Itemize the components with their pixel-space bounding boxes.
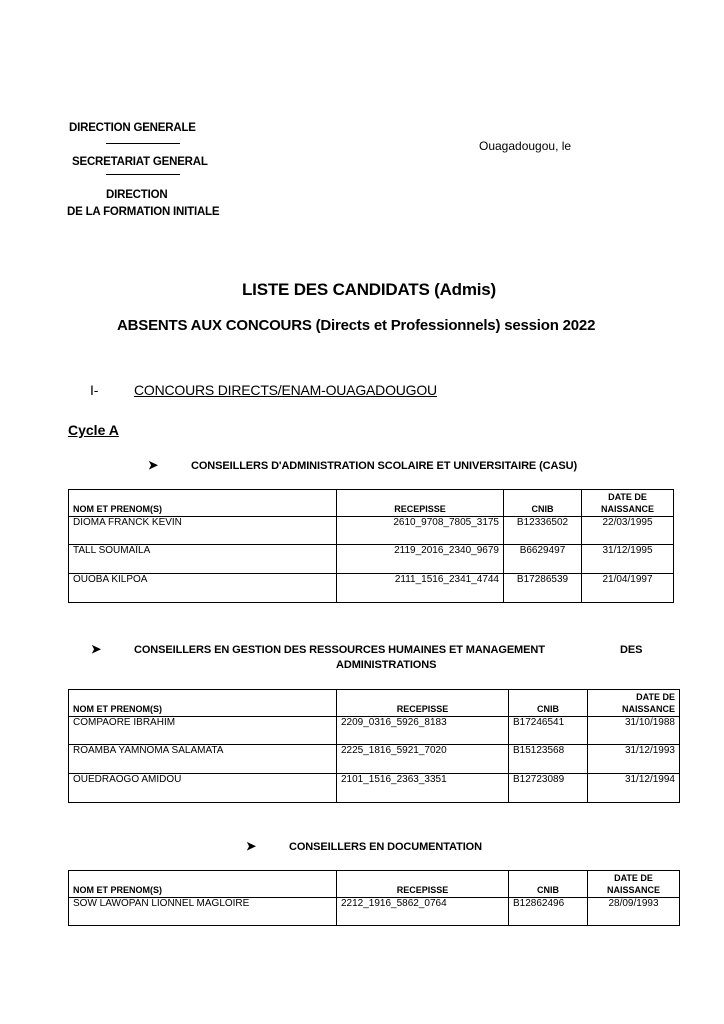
table-row: [69, 517, 674, 545]
table-casu: [68, 489, 674, 603]
cell-cnib: B15123568: [509, 745, 588, 774]
bullet-arrow-icon: ➤: [91, 642, 102, 656]
header-rule-2: [106, 174, 180, 175]
section-title: [134, 382, 437, 398]
table-row: [69, 774, 680, 803]
col-header-dob-line2: NAISSANCE: [621, 704, 675, 714]
cell-dob: 21/04/1997: [582, 574, 674, 603]
page-title: LISTE DES CANDIDATS (Admis): [242, 280, 497, 299]
col-header-cnib: CNIB: [504, 490, 582, 517]
table-grh: [68, 689, 680, 803]
cell-recepisse: 2212_1916_5862_0764: [337, 898, 509, 926]
cell-dob: 22/03/1995: [582, 517, 674, 545]
cell-name: OUOBA KILPOA: [69, 574, 337, 603]
col-header-cnib: CNIB: [509, 690, 588, 717]
col-header-recepisse: RECEPISSE: [337, 871, 509, 898]
col-header-name: NOM ET PRENOM(S): [69, 690, 337, 717]
cell-dob: 28/09/1993: [588, 898, 680, 926]
cell-cnib: B12723089: [509, 774, 588, 803]
table-row: [69, 717, 680, 745]
header-direction-generale: DIRECTION GENERALE: [69, 122, 196, 134]
table-row: [69, 898, 680, 926]
table-documentation: [68, 870, 680, 926]
col-header-dob-line1: DATE DE: [636, 692, 675, 702]
cell-cnib: B12862496: [509, 898, 588, 926]
header-formation-initiale: DE LA FORMATION INITIALE: [67, 206, 220, 218]
cell-name: OUEDRAOGO AMIDOU: [69, 774, 337, 803]
col-header-cnib: CNIB: [509, 871, 588, 898]
cell-dob: 31/12/1994: [588, 774, 680, 803]
group-title-grh-a: CONSEILLERS EN GESTION DES RESSOURCES HUMAINES ET MANAGEMENT: [134, 644, 545, 656]
col-header-name: NOM ET PRENOM(S): [69, 871, 337, 898]
cell-name: DIOMA FRANCK KEVIN: [69, 517, 337, 545]
col-header-dob-line2: NAISSANCE: [606, 885, 660, 895]
table-header-row: [69, 871, 680, 898]
col-header-dob-line1: DATE DE: [614, 873, 653, 883]
table-header-row: [69, 690, 680, 717]
page-subtitle: ABSENTS AUX CONCOURS (Directs et Professionnels) session 2022: [117, 317, 596, 334]
table-row: [69, 545, 674, 574]
cell-cnib: B12336502: [504, 517, 582, 545]
cell-recepisse: 2209_0316_5926_8183: [337, 717, 509, 745]
col-header-recepisse: RECEPISSE: [337, 690, 509, 717]
col-header-dob-line2: NAISSANCE: [600, 504, 654, 514]
group-title-casu: CONSEILLERS D'ADMINISTRATION SCOLAIRE ET UNIVERSITAIRE (CASU): [191, 460, 578, 472]
col-header-dob: [588, 690, 680, 717]
header-direction: DIRECTION: [106, 189, 168, 201]
cell-name: TALL SOUMAÏLA: [69, 545, 337, 574]
cell-dob: 31/12/1995: [582, 545, 674, 574]
col-header-recepisse: RECEPISSE: [337, 490, 504, 517]
cell-recepisse: 2111_1516_2341_4744: [337, 574, 504, 603]
cycle-label: Cycle A: [68, 422, 119, 438]
section-number: I-: [90, 382, 99, 398]
cell-recepisse: 2610_9708_7805_3175: [337, 517, 504, 545]
col-header-dob: [588, 871, 680, 898]
col-header-name: NOM ET PRENOM(S): [69, 490, 337, 517]
cell-dob: 31/12/1993: [588, 745, 680, 774]
group-title-grh-c: ADMINISTRATIONS: [336, 659, 437, 671]
table-header-row: [69, 490, 674, 517]
section-title-text: CONCOURS DIRECTS/ENAM-OUAGADOUGOU: [134, 382, 437, 398]
cell-dob: 31/10/1988: [588, 717, 680, 745]
cell-name: ROAMBA YAMNOMA SALAMATA: [69, 745, 337, 774]
header-city-date: Ouagadougou, le: [479, 139, 572, 153]
cell-cnib: B17286539: [504, 574, 582, 603]
header-secretariat-general: SECRETARIAT GENERAL: [72, 156, 208, 168]
cell-name: SOW LAWOPAN LIONNEL MAGLOIRE: [69, 898, 337, 926]
header-rule-1: [106, 143, 180, 144]
bullet-arrow-icon: ➤: [246, 839, 257, 853]
bullet-arrow-icon: ➤: [148, 458, 159, 472]
col-header-dob: [582, 490, 674, 517]
table-row: [69, 574, 674, 603]
cell-recepisse: 2225_1816_5921_7020: [337, 745, 509, 774]
cell-cnib: B17246541: [509, 717, 588, 745]
group-title-grh-b: DES: [620, 644, 643, 656]
group-title-documentation: CONSEILLERS EN DOCUMENTATION: [289, 841, 482, 853]
cell-recepisse: 2101_1516_2363_3351: [337, 774, 509, 803]
col-header-dob-line1: DATE DE: [608, 492, 647, 502]
cell-cnib: B6629497: [504, 545, 582, 574]
table-row: [69, 745, 680, 774]
cell-name: COMPAORE IBRAHIM: [69, 717, 337, 745]
cell-recepisse: 2119_2016_2340_9679: [337, 545, 504, 574]
